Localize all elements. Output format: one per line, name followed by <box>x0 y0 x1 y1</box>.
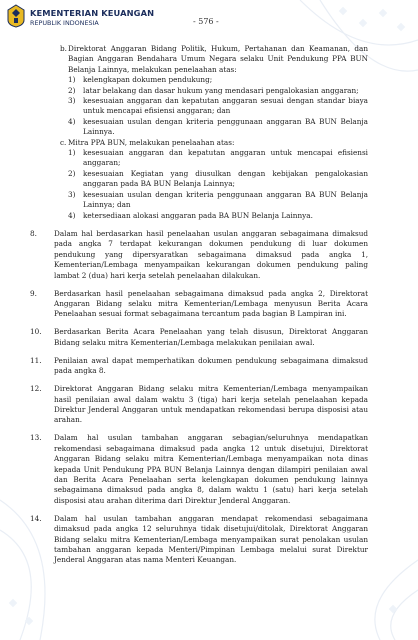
organization-name: KEMENTERIAN KEUANGAN <box>30 8 155 18</box>
section-c <box>8 138 368 148</box>
list-item: 1) kelengkapan dokumen pendukung; <box>68 75 213 85</box>
section-b-text: Direktorat Anggaran Bidang Politik, Hukum, Pertahanan dan Keamanan, dan Bagian Anggaran Bendahara Umum Negara selaku Unit Pendukung PPA BUN Belanja Lainnya, melakukan penelaahan atas: <box>68 44 368 74</box>
list-item: 2) latar belakang dan dasar hukum yang mendasari pengalokasian anggaran; <box>68 85 359 95</box>
numbered-item: 9. Berdasarkan hasil penelaahan sebagaimana dimaksud pada angka 2, Direktorat Anggaran Bidang selaku mitra Kementerian/Lembaga menyusun Berita Acara Penelaahan sesuai format sebagaimana tercantum pada bagian B Lampiran ini. <box>30 288 368 319</box>
page-number: - 576 - <box>193 17 219 26</box>
numbered-item: 14. Dalam hal usulan tambahan anggaran mendapat rekomendasi sebagaimana dimaksud pada angka 12 seluruhnya tidak disetujui/ditolak, Direktorat Anggaran Bidang selaku mitra Kementerian/Lembaga menyampaikan surat penolakan usulan tambahan anggaran kepada Menteri/Pimpinan Lembaga melalui surat Direktur Jenderal Anggaran atas nama Menteri Keuangan. <box>30 513 368 565</box>
organization-subtitle: REPUBLIK INDONESIA <box>30 19 99 27</box>
list-item: 4) ketersediaan alokasi anggaran pada BA BUN Belanja Lainnya. <box>68 210 313 220</box>
numbered-item: 10. Berdasarkan Berita Acara Penelaahan yang telah disusun, Direktorat Anggaran Bidang selaku mitra Kementerian/Lembaga melakukan penilaian awal. <box>30 327 368 347</box>
numbered-item: 12. Direktorat Anggaran Bidang selaku mitra Kementerian/Lembaga menyampaikan hasil penilaian awal dalam waktu 3 (tiga) hari kerja setelah penelaahan kepada Direktur Jenderal Anggaran untuk mendapatkan rekomendasi berupa disposisi atau arahan. <box>30 384 368 425</box>
section-b <box>8 44 368 75</box>
list-item: 1) kesesuaian anggaran dan kepatutan anggaran untuk mencapai efisiensi anggaran; <box>68 148 368 168</box>
list-item: 4) kesesuaian usulan dengan kriteria penggunaan anggaran BA BUN Belanja Lainnya. <box>68 116 368 137</box>
ministry-emblem-icon <box>6 4 26 28</box>
list-item: 3) kesesuaian anggaran dan kepatutan anggaran sesuai dengan standar biaya untuk mencapai efisiensi anggaran; dan <box>68 96 368 116</box>
numbered-item: 8. Dalam hal berdasarkan hasil penelaahan usulan anggaran sebagaimana dimaksud pada angka 7 terdapat kekurangan dokumen pendukung di luar dokumen pendukung yang dipersyaratkan sebagaimana dimaksud pada angka 1, Kementerian/Lembaga menyampaikan kekurangan dokumen pendukung paling lambat 2 (dua) hari kerja setelah penelaahan dilakukan. <box>30 228 368 280</box>
numbered-item: 13. Dalam hal usulan tambahan anggaran sebagian/seluruhnya mendapatkan rekomendasi sebagaimana dimaksud pada angka 12 untuk disetujui, Direktorat Anggaran Bidang selaku mitra Kementerian/Lembaga menyampaikan nota dinas kepada Unit Pendukung PPA BUN Belanja Lainnya dengan dilampiri penilaian awal dan Berita Acara Penelaahan serta kelengkapan dokumen pendukung lainnya sebagaimana dimaksud pada angka 8, dalam waktu 1 (satu) hari kerja setelah disposisi atau arahan diterima dari Direktur Jenderal Anggaran. <box>30 433 368 505</box>
page-header <box>0 0 418 46</box>
section-b-label: b. <box>60 44 67 53</box>
document-body <box>8 44 368 566</box>
list-item: 2) kesesuaian Kegiatan yang diusulkan dengan kebijakan pengalokasian anggaran pada BA BUN Belanja Lainnya; <box>68 168 368 189</box>
numbered-list <box>8 229 368 566</box>
section-c-label: c. <box>60 137 67 147</box>
numbered-item: 11. Penilaian awal dapat memperhatikan dokumen pendukung sebagaimana dimaksud pada angka 8. <box>30 355 368 376</box>
list-item: 3) kesesuaian usulan dengan kriteria penggunaan anggaran BA BUN Belanja Lainnya; dan <box>68 189 368 210</box>
section-c-text: Mitra PPA BUN, melakukan penelaahan atas: <box>68 137 235 147</box>
